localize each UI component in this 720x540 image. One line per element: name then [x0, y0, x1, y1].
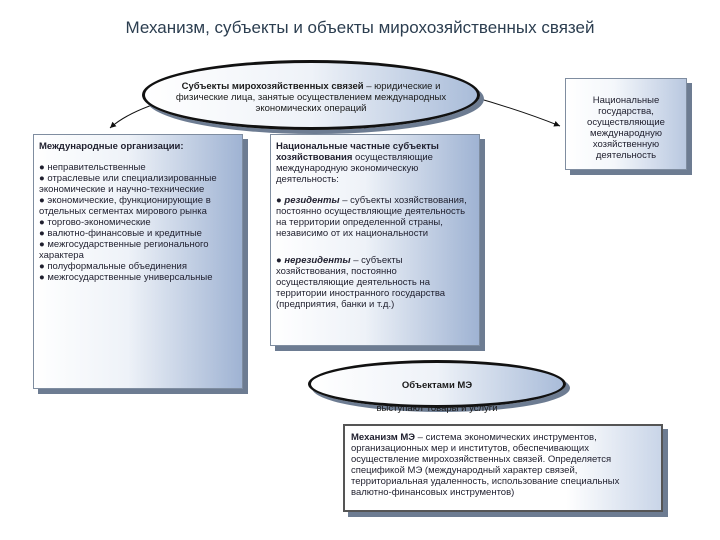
residents-term: резиденты: [284, 195, 340, 206]
intl-org-item: ● валютно-финансовые и кредитные: [39, 228, 202, 239]
page-title: Механизм, субъекты и объекты мирохозяйственных связей: [125, 18, 595, 37]
intl-org-item: ● межгосударственные регионального характера: [39, 239, 209, 261]
intl-org-item: ● неправительственные: [39, 162, 146, 173]
private-residents: ● резиденты – субъекты хозяйствования, постоянно осуществляющие деятельность на территории определенной страны, независимо от их национальности: [276, 195, 467, 239]
intl-org-item: ● экономические, функционирующие в отдельных сегментах мирового рынка: [39, 195, 211, 217]
objects-ellipse: [308, 360, 566, 414]
mechanism-box: [343, 424, 663, 512]
private-box: [270, 134, 480, 346]
intl-org-item: ● полуформальные объединения: [39, 261, 187, 272]
objects-bold: Объектами МЭ: [401, 379, 473, 391]
arrow-to-states: [470, 96, 560, 126]
subjects-bold: Субъекты мирохозяйственных связей: [181, 80, 364, 92]
nonresidents-term: нерезиденты: [284, 255, 351, 266]
intl-org-item: ● межгосударственные универсальные: [39, 272, 213, 283]
mechanism-rest: – система экономических инструментов, организационных мер и институтов, обеспечивающих осуществление мирохозяйственных связей. Определяется спецификой МЭ (международный характер связей, территориальная удаленность, использование специальных валютно-финансовых инструментов): [351, 432, 620, 498]
private-nonresidents: ● нерезиденты – субъекты хозяйствования, постоянно осуществляющие деятельность на территории иностранного государства (предприятия, банки и т.д.): [276, 255, 446, 310]
intl-org-item: ● отраслевые или специализированные экономические и научно-технические: [39, 173, 217, 195]
subjects-rest: – юридические и физические лица, занятые осуществлением международных экономических операций: [175, 80, 447, 114]
intl-org-item: ● торгово-экономические: [39, 217, 151, 228]
intl-orgs-box: [33, 134, 243, 389]
mechanism-bold: Механизм МЭ: [351, 432, 416, 443]
states-text: Национальные государства, осуществляющие международную хозяйственную деятельность: [587, 95, 665, 161]
private-header-rest: осуществляющие международную экономическую деятельность:: [276, 152, 433, 185]
private-header-bold: Национальные частные субъекты хозяйствования: [276, 141, 439, 163]
states-box: [565, 78, 687, 170]
objects-rest: выступают товары и услуги: [376, 402, 498, 414]
subjects-ellipse: [142, 60, 480, 130]
intl-orgs-header: Международные организации:: [39, 141, 184, 152]
